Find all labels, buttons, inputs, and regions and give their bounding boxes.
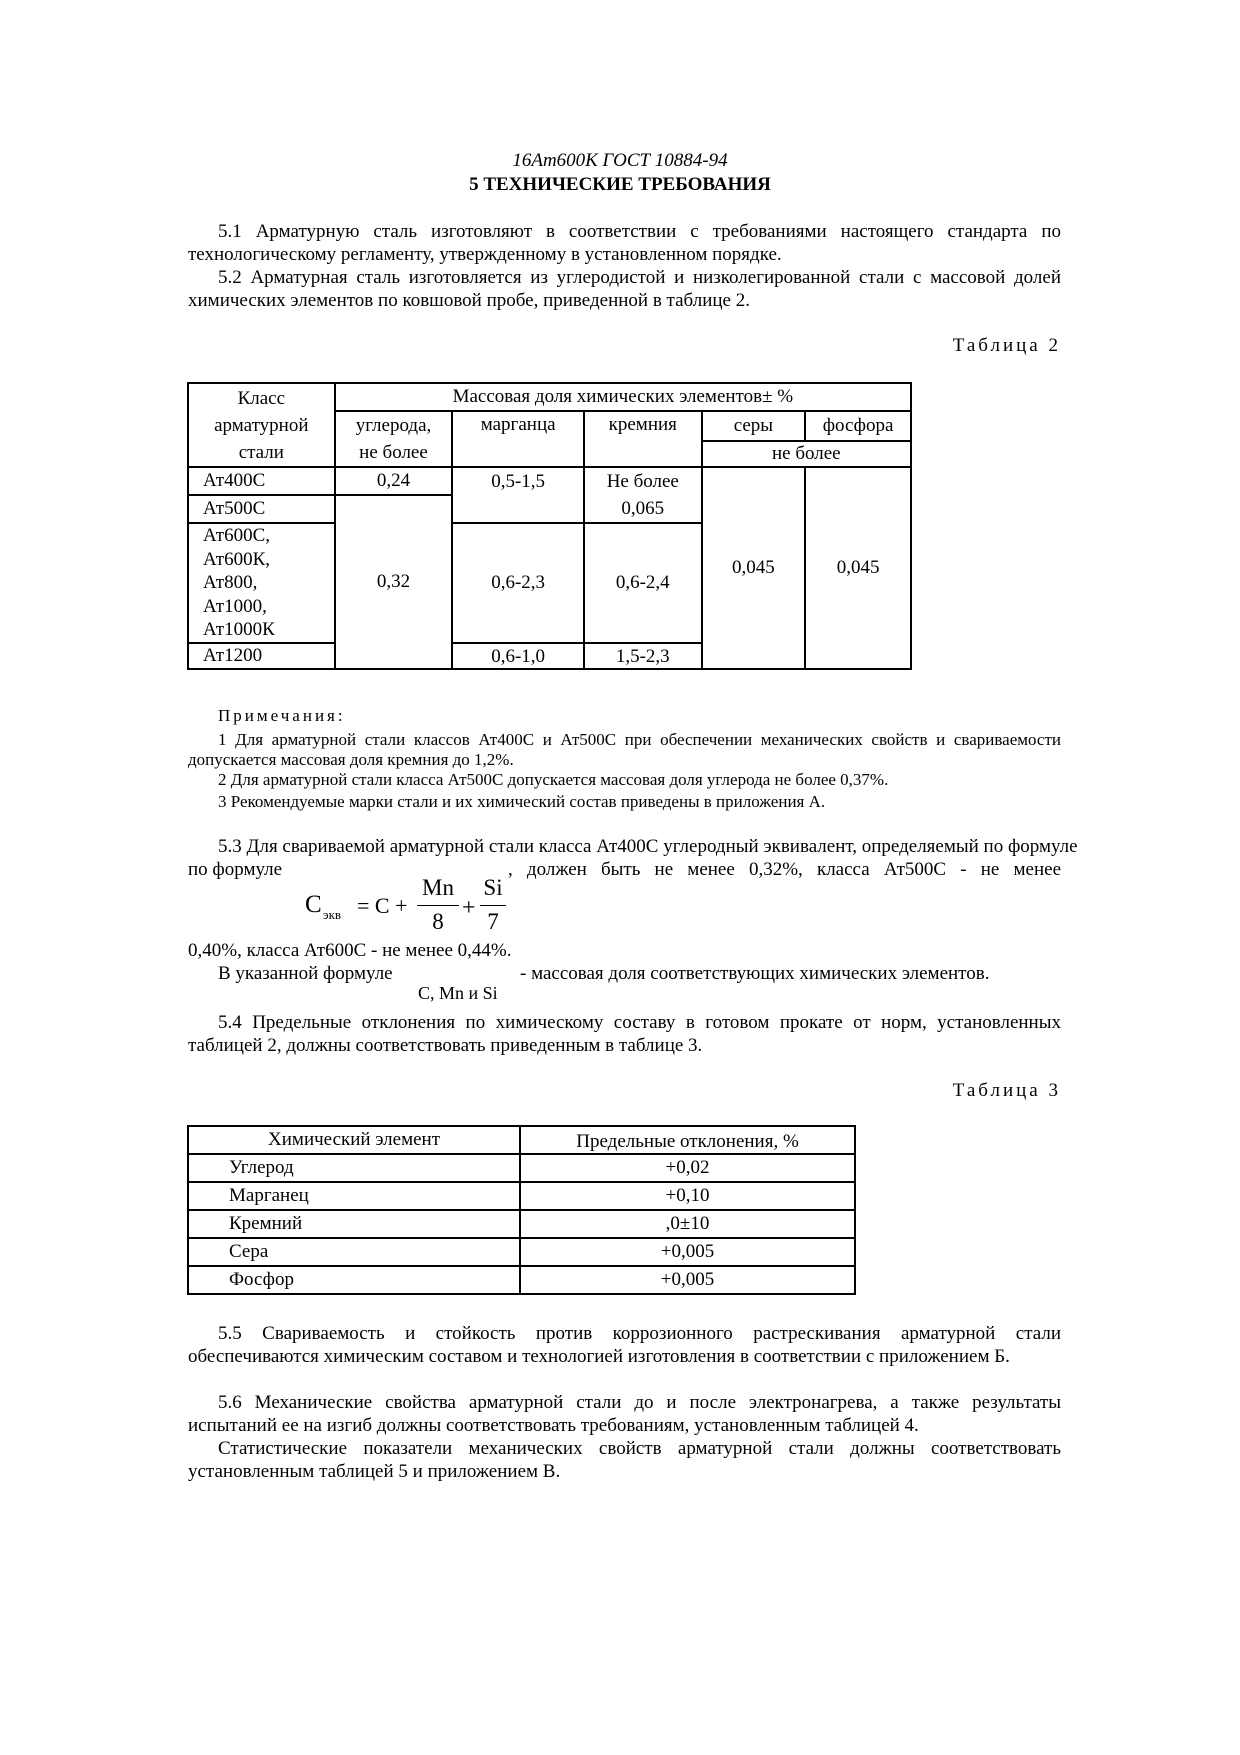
element-name: Углерод <box>188 1154 520 1182</box>
section-title: 5 ТЕХНИЧЕСКИЕ ТРЕБОВАНИЯ <box>469 174 771 195</box>
paragraph-5-3-line1: 5.3 Для свариваемой арматурной стали класса Ат400С углеродный эквивалент, определяемый по формуле <box>218 836 1078 857</box>
deviation-value: +0,02 <box>520 1154 855 1182</box>
cell-manganese-05-15: 0,5-1,5 <box>452 467 584 523</box>
formula-elements: C, Mn и Si <box>418 983 498 1003</box>
header-silicon: кремния <box>584 411 702 467</box>
document-reference: 16Ат600К ГОСТ 10884-94 <box>512 150 728 171</box>
header-sulfur: серы <box>702 411 806 441</box>
paragraph-5-2: 5.2 Арматурная сталь изготовляется из углеродистой и низколегированной стали с массовой долей химических элементов по ковшовой пробе, приведенной в таблице 2. <box>188 267 1061 311</box>
cell-silicon-max: Не более 0,065 <box>584 467 702 523</box>
note-2: 2 Для арматурной стали класса Ат500С допускается массовая доля углерода не более 0,37%. <box>218 770 889 789</box>
cell-manganese-06-10: 0,6-1,0 <box>452 643 584 669</box>
deviation-value: ,0±10 <box>520 1210 855 1238</box>
element-name: Сера <box>188 1238 520 1266</box>
cell-phosphorus-value: 0,045 <box>805 467 911 669</box>
notes-heading: Примечания: <box>218 706 346 725</box>
paragraph-5-3-line2: , должен быть не менее 0,32%, класса Ат500С - не менее <box>508 859 1061 880</box>
deviation-value: +0,10 <box>520 1182 855 1210</box>
table-row <box>188 1266 855 1294</box>
cell-carbon-032: 0,32 <box>335 495 453 669</box>
header-limit-deviation: Предельные отклонения, % <box>520 1126 855 1154</box>
row-class-at1200: Ат1200 <box>188 643 335 669</box>
table-row <box>188 1210 855 1238</box>
paragraph-statistics: Статистические показатели механических свойств арматурной стали должны соответствовать установленным таблицей 5 и приложением В. <box>188 1438 1061 1482</box>
paragraph-5-3-lead: по формуле <box>188 859 283 880</box>
deviation-value: +0,005 <box>520 1266 855 1294</box>
table-row <box>188 1182 855 1210</box>
table-3-deviations <box>187 1125 856 1295</box>
paragraph-5-3-line3: 0,40%, класса Ат600С - не менее 0,44%. <box>188 940 512 961</box>
row-class-at500: Ат500С <box>188 495 335 523</box>
note-3: 3 Рекомендуемые марки стали и их химический состав приведены в приложения А. <box>218 792 826 811</box>
paragraph-5-6: 5.6 Механические свойства арматурной стали до и после электронагрева, а также результаты испытаний ее на изгиб должны соответствовать требованиям, установленным таблицей 4. <box>188 1392 1061 1436</box>
cell-silicon-15-23: 1,5-2,3 <box>584 643 702 669</box>
cell-silicon-06-24: 0,6-2,4 <box>584 523 702 643</box>
carbon-equivalent-formula: С экв = C + Mn 8 + Si 7 <box>305 875 505 935</box>
paragraph-5-4: 5.4 Предельные отклонения по химическому составу в готовом прокате от норм, установленных таблицей 2, должны соответствовать приведенным в таблице 3. <box>188 1012 1061 1056</box>
cell-manganese-06-23: 0,6-2,3 <box>452 523 584 643</box>
note-1: 1 Для арматурной стали классов Ат400С и Ат500С при обеспечении механических свойств и свариваемости допускается массовая доля кремния до 1,2%. <box>188 730 1061 769</box>
paragraph-5-5: 5.5 Свариваемость и стойкость против коррозионного растрескивания арматурной стали обеспечиваются химическим составом и технологией изготовления в соответствии с приложением Б. <box>188 1323 1061 1367</box>
deviation-value: +0,005 <box>520 1238 855 1266</box>
element-name: Фосфор <box>188 1266 520 1294</box>
table-3-caption: Таблица 3 <box>952 1080 1061 1101</box>
table-row <box>188 1154 855 1182</box>
row-class-at400: Ат400С <box>188 467 335 495</box>
paragraph-5-3-elements-desc: - массовая доля соответствующих химических элементов. <box>520 963 990 984</box>
paragraph-5-1: 5.1 Арматурную сталь изготовляют в соответствии с требованиями настоящего стандарта по технологическому регламенту, утвержденному в установленном порядке. <box>188 221 1061 265</box>
header-phosphorus: фосфора <box>805 411 911 441</box>
header-mass-fraction: Массовая доля химических элементов± % <box>335 383 911 411</box>
table-row <box>188 1238 855 1266</box>
header-class: Класс арматурной стали <box>188 383 335 467</box>
header-chemical-element: Химический элемент <box>188 1126 520 1154</box>
header-carbon: углерода, не более <box>335 411 453 467</box>
element-name: Марганец <box>188 1182 520 1210</box>
cell-sulfur-value: 0,045 <box>702 467 806 669</box>
header-manganese: марганца <box>452 411 584 467</box>
row-class-at600-group: Ат600С, Ат600К, Ат800, Ат1000, Ат1000К <box>188 523 335 643</box>
cell-carbon-024: 0,24 <box>335 467 453 495</box>
table-2-chemical-composition <box>187 382 912 670</box>
paragraph-5-3-formula-ref: В указанной формуле <box>218 963 393 984</box>
table-2-caption: Таблица 2 <box>952 335 1061 356</box>
header-not-more: не более <box>702 441 911 467</box>
element-name: Кремний <box>188 1210 520 1238</box>
